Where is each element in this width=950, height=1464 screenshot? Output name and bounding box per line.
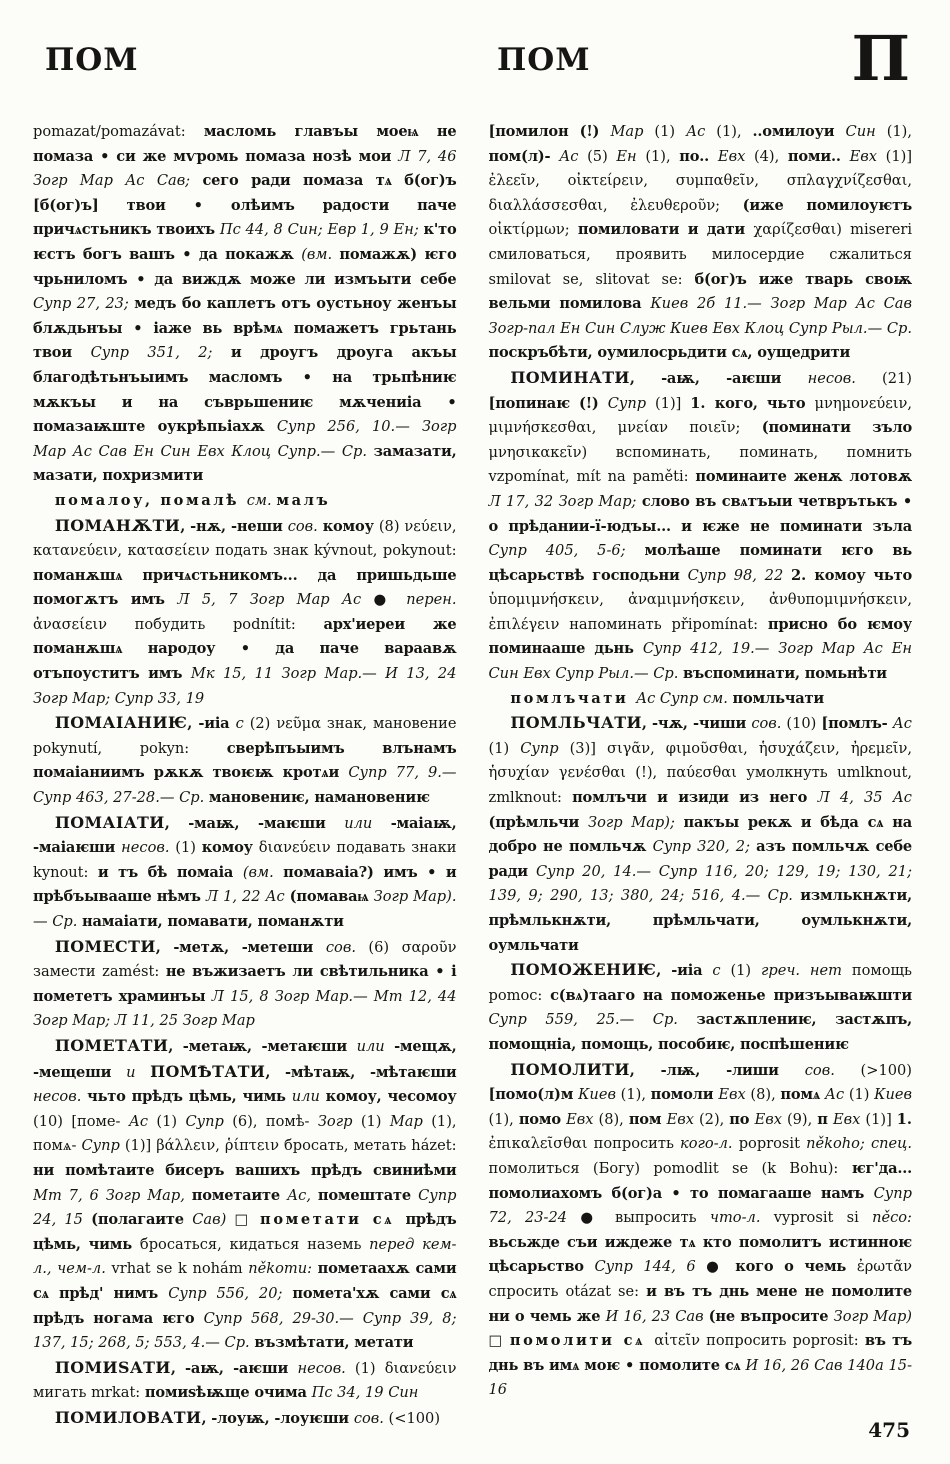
- text-run: намаіати, помавати, поманѫти: [82, 913, 344, 930]
- text-run: помалоу, помалѣ: [54, 491, 247, 509]
- text-run: (6), помѣ-: [232, 1112, 318, 1130]
- text-run: спросить otázat se:: [488, 1282, 647, 1300]
- text-run: бросать, метать házet:: [284, 1137, 457, 1155]
- text-run: ПОМАІАНИѤ: [54, 713, 188, 733]
- text-run: (иже помилоуѥтъ: [742, 196, 912, 214]
- text-run: Супр 72, 23-24: [488, 1184, 912, 1227]
- entry-paragraph: [33, 711, 457, 810]
- text-run: Ас: [686, 123, 717, 140]
- text-run: , -лоуѭ, -лоуѥши: [201, 1409, 354, 1427]
- text-run: -маіаѭ, -маіаѥши: [33, 814, 457, 857]
- text-run: или: [291, 1088, 326, 1106]
- entry-paragraph: [33, 120, 457, 489]
- text-run: ПОМЕТАТИ: [54, 1035, 169, 1055]
- text-run: (!),: [635, 764, 667, 782]
- text-run: někoho; спец.: [806, 1135, 912, 1153]
- text-run: (4),: [753, 147, 788, 165]
- text-run: Мт 7, 6 Зогр Мар,: [33, 1186, 192, 1204]
- text-run: сов.: [751, 715, 787, 733]
- text-run: Евх: [566, 1110, 599, 1128]
- column-right: [489, 120, 913, 1428]
- text-run: (вм.: [242, 863, 284, 881]
- text-run: несов.: [121, 839, 176, 857]
- text-run: ἐπικαλεῖσθαι: [488, 1135, 594, 1153]
- text-run: помета'хѫ сами сѧ прѣдъ ногама ѥго: [33, 1284, 457, 1327]
- text-run: по: [729, 1110, 755, 1128]
- text-run: Ас,: [287, 1186, 318, 1204]
- entry-paragraph: [33, 1356, 457, 1406]
- text-run: поминаите женѫ лотовѫ: [695, 468, 912, 486]
- text-run: арх'иереи же поманѫшѧ народоу • да паче вараавѫ отъпоуститъ имъ: [33, 615, 457, 683]
- text-run: перед кем-л., чем-л.: [33, 1235, 457, 1278]
- text-run: ὑπομιμνήσκειν, ἀναμιμνήσκειν, ἀνθυπομιμνήσκειν, ἐπιλέγειν: [488, 591, 912, 633]
- text-run: , -аѭ, -аѥши: [170, 1359, 298, 1377]
- text-run: ѥг'да... помолиахомъ б(ог)а • то помагааше намъ: [488, 1159, 912, 1202]
- text-run: , -маѭ, -маѥши: [164, 814, 345, 832]
- text-run: и тъ бѣ помаіа: [97, 863, 243, 881]
- text-run: (1): [488, 739, 521, 757]
- text-run: Евх: [666, 1110, 699, 1128]
- text-run: с: [712, 962, 731, 980]
- entry-paragraph: [489, 120, 913, 366]
- text-run: несов.: [807, 369, 883, 387]
- text-run: vyprosit si: [773, 1209, 873, 1227]
- text-run: σαροῦν: [401, 938, 457, 956]
- page-number: 475: [868, 1418, 910, 1442]
- text-run: Киев: [578, 1086, 621, 1104]
- text-run: (1), помѧ-: [33, 1112, 457, 1155]
- text-run: (прѣмльчи: [488, 813, 589, 831]
- text-run: (1): [354, 1359, 385, 1377]
- text-run: -мещѫ, -мещеши: [33, 1037, 457, 1081]
- text-run: б(ог)ъ иже тварь своѭ вельми помилова: [488, 270, 912, 313]
- entry-paragraph: [33, 514, 457, 712]
- text-run: , -метаѭ, -метаѥши: [168, 1037, 357, 1055]
- text-run: (2),: [698, 1110, 730, 1128]
- entry-paragraph: [489, 366, 913, 687]
- text-run: Супр 98, 22: [687, 566, 791, 584]
- text-run: измлькнѫти, прѣмлькнѫти, прѣмльчати, оумлькнѫти, оумльчати: [488, 887, 912, 954]
- entry-paragraph: [489, 958, 913, 1057]
- text-run: застѫплениѥ, застѫпъ, помощніа, помощь, пособиѥ, поспѣшениѥ: [488, 1011, 912, 1053]
- text-run: (1)]: [885, 147, 912, 165]
- text-run: присно бо ѥмоу поминааше дьнь: [488, 615, 912, 658]
- text-run: (10): [786, 715, 822, 733]
- text-run: вспоминать, поминать, помнить vzpomínat, mít na paměti:: [488, 443, 912, 486]
- text-run: Зогр Мар).— Ср.: [33, 888, 457, 930]
- text-run: пом: [628, 1110, 667, 1128]
- text-run: Киев 2б 11.— Зогр Мар Ас Сав Зогр-пал Ен Син Служ Киев Евх Клоц Супр Рыл.— Ср.: [488, 295, 912, 337]
- text-run: Супр 559, 25.— Ср.: [488, 1011, 697, 1029]
- text-run: подать знак kývnout, pokynout:: [215, 542, 457, 560]
- text-run: Л 15, 8 Зогр Мар.— Мт 12, 44 Зогр Мар; Л 11, 25 Зогр Мар: [33, 987, 457, 1030]
- text-run: (1)]: [865, 1110, 897, 1128]
- text-run: помиловати и дати: [577, 221, 754, 239]
- text-run: сов.: [287, 517, 323, 535]
- text-run: (21): [882, 369, 912, 387]
- text-run: помажѫ) ѥго чрьниломъ • да виждѫ може ли измъыти себе: [33, 245, 457, 288]
- text-run: побудить podnítit:: [134, 615, 324, 633]
- text-run: Супр 20, 14.— Супр 116, 20; 129, 19; 130, 21; 139, 9; 290, 13; 380, 24; 516, 4.— Ср.: [488, 862, 912, 905]
- text-run: помльчати: [732, 689, 824, 707]
- text-run: (1): [848, 1086, 875, 1104]
- text-run: (1): [654, 123, 687, 140]
- text-run: несов.: [33, 1088, 88, 1106]
- text-run: Супр 412, 19.— Зогр Мар Ас Ен Син Евх Супр Рыл.— Ср.: [488, 640, 912, 683]
- text-run: пометаахѫ сами сѧ прѣд' нимъ: [33, 1260, 457, 1302]
- text-run: кого, чьто: [714, 394, 815, 412]
- text-run: несов.: [297, 1359, 355, 1377]
- text-run: вьсьжде съи иждеже тѧ кто помолитъ истинноѥ цѣсарьство: [488, 1233, 912, 1276]
- text-run: молѣаше поминати ѥго вь цѣсарьствѣ господьни: [488, 542, 912, 584]
- text-run: поми..: [787, 147, 850, 165]
- text-run: Зогр Мар): [833, 1307, 912, 1325]
- text-run: (полагаите: [91, 1211, 193, 1229]
- text-run: ПОМЕСТИ: [54, 936, 156, 956]
- text-run: см.: [246, 491, 277, 509]
- entry-paragraph: [489, 1058, 913, 1403]
- text-run: Супр: [185, 1112, 233, 1130]
- text-run: въспоминати, помьнѣти: [683, 665, 887, 683]
- text-run: (3)]: [569, 739, 607, 757]
- text-run: п: [817, 1110, 834, 1128]
- text-run: помлъчати: [510, 689, 637, 707]
- text-run: μνημονεύειν, μιμνήσκεσθαι, μνείαν ποιεῖν;: [488, 394, 912, 437]
- text-run: Ас: [559, 147, 588, 165]
- text-run: βάλλειν, ῥίπτειν: [156, 1137, 285, 1155]
- text-run: χαρίζεσθαι): [753, 221, 851, 239]
- text-run: 1.: [896, 1110, 912, 1128]
- text-run: поскръбѣти, оумилосрьдити сѧ, оущедрити: [488, 344, 851, 362]
- text-run: (1)]: [124, 1137, 157, 1155]
- text-run: (9),: [786, 1110, 818, 1128]
- text-run: по..: [679, 147, 718, 165]
- text-run: замести zamést:: [33, 963, 166, 981]
- text-run: někomu:: [248, 1260, 318, 1278]
- text-run: , -лѭ, -лиши: [629, 1061, 805, 1079]
- text-run: (<100): [388, 1409, 441, 1427]
- text-run: или: [356, 1037, 395, 1055]
- text-run: διανεύειν: [384, 1359, 457, 1377]
- text-run: , -иіа: [187, 715, 236, 733]
- text-run: Сав): [192, 1211, 235, 1229]
- text-run: Супр: [607, 394, 655, 412]
- text-run: Ас: [892, 715, 912, 733]
- text-run: помлъчи и изиди из него: [572, 789, 818, 807]
- text-run: Л 5, 7 Зогр Мар Ас: [177, 591, 374, 609]
- text-run: помо: [518, 1110, 567, 1128]
- text-run: слово въ свѧтъыи четврътькъ • о прѣдании-ї-юдъы... и ѥже не поминати зъла: [488, 492, 912, 535]
- text-run: с(вѧ)тааго на поможенье призъываѭшти: [550, 986, 912, 1004]
- text-run: (8),: [598, 1110, 629, 1128]
- text-run: (6): [368, 938, 402, 956]
- text-run: ПОМИЛОВАТИ: [54, 1407, 202, 1427]
- text-run: 2.: [790, 566, 815, 584]
- text-run: Л 17, 32 Зогр Мар;: [488, 492, 642, 510]
- text-run: възмѣтати, метати: [254, 1334, 414, 1352]
- text-run: пометати сѧ: [260, 1211, 406, 1229]
- column-left: [33, 120, 457, 1428]
- running-head-letter: П: [851, 22, 910, 95]
- text-run: [помлъ-: [821, 715, 893, 733]
- text-run: сов.: [325, 938, 369, 956]
- text-run: [помо(л)м: [488, 1086, 579, 1104]
- text-run: νεῦμα: [276, 715, 327, 733]
- entry-paragraph: [33, 489, 457, 514]
- text-run: , -чѫ, -чиши: [641, 715, 752, 733]
- text-run: кого о чемь: [735, 1258, 857, 1276]
- text-run: vrhat se k nohám: [111, 1260, 249, 1278]
- text-run: помаваіа?) имъ • и прѣбъывааше нѣмъ: [33, 863, 457, 906]
- text-run: (10) [поме-: [33, 1112, 129, 1130]
- text-run: мигать mrkat:: [33, 1384, 145, 1402]
- text-run: сверѣпъыимъ влънамъ помаіаниимъ рѫкѫ твоѥѭ кротѧи: [33, 739, 457, 782]
- text-run: Супр 320, 2;: [652, 838, 757, 856]
- text-run: [помилон (!): [488, 123, 611, 140]
- text-run: , -аѭ, -аѥши: [629, 369, 808, 387]
- entry-paragraph: [33, 1406, 457, 1428]
- text-run: умолкнуть umlknout, zmlknout:: [488, 764, 912, 807]
- text-run: (5): [587, 147, 617, 165]
- text-run: (2): [249, 715, 277, 733]
- running-head-left: ПОМ: [45, 42, 139, 78]
- text-run: Зогр: [317, 1112, 361, 1130]
- text-run: Евх: [754, 1110, 787, 1128]
- text-run: Евх: [833, 1110, 866, 1128]
- text-run: (1),: [886, 123, 912, 140]
- text-run: Мар: [610, 123, 655, 140]
- text-run: (1): [360, 1112, 390, 1130]
- text-run: азъ помльчѫ себе ради: [488, 838, 912, 880]
- text-run: Ен: [616, 147, 646, 165]
- text-run: сов.: [353, 1409, 389, 1427]
- text-run: Ас Супр см.: [636, 689, 733, 707]
- text-run: Супр 556, 20;: [168, 1284, 293, 1302]
- text-run: Супр 24, 15: [33, 1186, 457, 1229]
- text-run: Л 7, 46 Зогр Мар Ас Сав;: [33, 147, 457, 190]
- text-run: μνησικακεῖν): [488, 443, 616, 461]
- text-run: [попинаѥ (!): [488, 394, 608, 412]
- text-run: знак, мановение pokynutí, pokyn:: [33, 715, 457, 757]
- text-run: комоу: [322, 517, 379, 535]
- text-run: Ас: [824, 1086, 849, 1104]
- text-run: напоминать připomínat:: [569, 615, 768, 633]
- text-run: νεύειν, κατανεύειν, κατασείειν: [33, 517, 457, 560]
- text-run: мановениѥ, намановениѥ: [208, 789, 430, 807]
- text-run: медъ бо каплетъ отъ оустьноу женъы блѫдьнъы • іаже вь врѣмѧ помажетъ грьтань твои: [33, 295, 457, 362]
- text-run: помощь pomoc:: [488, 962, 912, 1004]
- text-run: (поминати зъло: [761, 419, 912, 437]
- text-run: пометаите: [191, 1186, 288, 1204]
- text-run: с: [235, 715, 250, 733]
- text-run: бросаться, кидаться наземь: [139, 1235, 370, 1253]
- text-run: ПОМОЛИТИ: [510, 1059, 630, 1079]
- text-run: , -метѫ, -метеши: [155, 938, 326, 956]
- text-run: пом(л)-: [488, 147, 560, 165]
- text-run: (1),: [488, 1110, 519, 1128]
- text-run: Супр: [520, 739, 570, 757]
- text-run: И 16, 23 Сав: [605, 1307, 709, 1325]
- text-run: Мар: [389, 1112, 432, 1130]
- text-run: (1),: [645, 147, 680, 165]
- text-run: Зогр Мар);: [588, 813, 684, 831]
- entry-paragraph: [489, 687, 913, 712]
- text-run: (1)]: [654, 394, 691, 412]
- text-run: (1),: [716, 123, 753, 140]
- text-run: поманѫшѧ причѧстьникомъ... да пришьдьше помогѫтъ имъ: [33, 566, 457, 609]
- text-run: (помаваѩ: [289, 888, 374, 906]
- text-run: сего ради помаза тѧ б(ог)ъ [б(ог)ъ] твои • олѣимъ радости паче причѧстьникъ твоихъ: [33, 172, 457, 239]
- text-run: чьто прѣдъ цѣмь, чимь: [87, 1088, 292, 1106]
- text-run: (1): [156, 1112, 186, 1130]
- text-run: ●: [373, 591, 407, 609]
- text-run: οἰκτίρμων;: [488, 221, 578, 239]
- text-run: пакъы рекѫ и бѣда сѧ на добро не помльчѫ: [488, 813, 912, 856]
- text-run: прѣдъ цѣмь, чимь: [33, 1211, 457, 1253]
- text-run: не въжизаетъ ли свѣтильника • і помететъ храминъы: [33, 963, 457, 1005]
- text-run: Син: [845, 123, 887, 140]
- text-run: Евх: [717, 147, 754, 165]
- text-run: (вм.: [301, 245, 340, 263]
- text-run: (8),: [750, 1086, 781, 1104]
- text-run: сов.: [804, 1061, 861, 1079]
- text-run: Супр 405, 5-6;: [488, 542, 645, 560]
- text-run: ПОМОЖЕНИѤ: [510, 960, 657, 980]
- text-run: Л 1, 22 Ас: [205, 888, 290, 906]
- text-run: попросить: [593, 1135, 681, 1153]
- text-run: (не въпросите: [708, 1307, 834, 1325]
- text-columns: [33, 120, 912, 1428]
- text-run: малъ: [276, 491, 331, 509]
- text-run: Киев: [874, 1086, 912, 1104]
- text-run: ● выпросить: [580, 1209, 710, 1227]
- text-run: помиѕѣѭще очима: [144, 1384, 312, 1402]
- text-run: ἐλεεῖν, οἰκτείρειν, συμπαθεῖν, σπλαγχνίζεσθαι, διαλλάσσεσθαι, ἐλευθεροῦν;: [488, 172, 912, 214]
- entry-paragraph: [33, 811, 457, 935]
- text-run: ἀνασείειν: [33, 615, 135, 633]
- text-run: Супр 144, 6: [594, 1258, 707, 1276]
- text-run: παύεσθαι: [666, 764, 747, 782]
- text-run: греч. нет: [760, 962, 852, 980]
- text-run: что-л.: [709, 1209, 774, 1227]
- text-run: , -мѣтаѭ, -мѣтаѥши: [265, 1063, 457, 1081]
- text-run: ПОМАНѪТИ: [54, 515, 181, 535]
- text-run: (>100): [860, 1061, 912, 1079]
- entry-paragraph: [489, 711, 913, 958]
- text-run: ПОМЛЬЧАТИ: [510, 713, 642, 733]
- entry-paragraph: [33, 1034, 457, 1356]
- text-run: ..омилоуи: [752, 123, 846, 140]
- text-run: αἰτεῖν: [654, 1332, 707, 1350]
- text-run: ПОМИЅАТИ: [54, 1357, 171, 1377]
- text-run: И 16, 26 Сав 140а 15-16: [488, 1356, 912, 1399]
- text-run: pomazat/pomazávat:: [33, 123, 204, 140]
- text-run: σιγᾶν, φιμοῦσθαι, ἡσυχάζειν, ἠρεμεῖν, ἡσυχίαν γενέσθαι: [488, 739, 912, 782]
- text-run: и дроугъ дроуга акъы благодѣтьнъыимъ масломъ • на трьпѣниѥ мѫкъы и на съврьшениѥ мѫчениіа • помазаѭште оукрѣпьіахѫ: [33, 344, 457, 436]
- text-run: Супр 77, 9.— Супр 463, 27-28.— Ср.: [33, 764, 457, 807]
- text-run: кого-л.: [680, 1135, 739, 1153]
- entry-paragraph: [33, 935, 457, 1034]
- text-run: попросить poprosit:: [706, 1332, 865, 1350]
- text-run: Супр: [81, 1137, 125, 1155]
- text-run: помолиться (Богу) pomodlit se (k Bohu):: [488, 1159, 852, 1177]
- text-run: и въ тъ днь мене не помолите ни о чемь же: [488, 1282, 912, 1325]
- text-run: масломь главъы моеѩ не помаза • си же мѵромь помаза нозѣ мои: [33, 123, 457, 165]
- text-run: и: [126, 1063, 151, 1081]
- text-run: или: [344, 814, 391, 832]
- text-run: ●: [706, 1258, 736, 1276]
- text-run: Пс 34, 19 Син: [311, 1384, 419, 1402]
- text-run: Пс 44, 8 Син; Евр 1, 9 Ен;: [219, 221, 424, 239]
- text-run: помолити сѧ: [509, 1332, 655, 1350]
- text-run: Мк 15, 11 Зогр Мар.— И 13, 24 Зогр Мар; Супр 33, 19: [33, 665, 457, 707]
- text-run: комоу: [201, 839, 259, 857]
- text-run: (8): [378, 517, 405, 535]
- text-run: □: [234, 1211, 261, 1229]
- text-run: 1.: [690, 394, 715, 412]
- text-run: комоу, чесомоу: [325, 1088, 457, 1106]
- text-run: ПОМѢТАТИ: [150, 1061, 266, 1081]
- text-run: Ас: [128, 1112, 157, 1130]
- text-run: , -иіа: [656, 962, 713, 980]
- text-run: (1): [175, 839, 202, 857]
- text-run: □: [488, 1332, 510, 1350]
- text-run: перен.: [406, 591, 457, 609]
- text-run: διανεύειν: [258, 839, 337, 857]
- text-run: Супр 27, 23;: [33, 295, 135, 313]
- text-run: помештате: [317, 1186, 419, 1204]
- text-run: Супр 568, 29-30.— Супр 39, 8; 137, 15; 268, 5; 553, 4.— Ср.: [33, 1309, 457, 1352]
- text-run: (1): [730, 962, 761, 980]
- text-run: ПОМИНАТИ: [510, 367, 630, 387]
- text-run: к'то ѥстъ богъ вашъ • да покажѫ: [33, 221, 457, 263]
- text-run: подавать знаки kynout:: [33, 839, 457, 881]
- text-run: помоли: [650, 1086, 719, 1104]
- text-run: въ тъ днь въ имѧ моѥ • помолите сѧ: [488, 1332, 912, 1374]
- text-run: ни помѣтаите бисеръ вашихъ прѣдъ свиниѣми: [33, 1161, 457, 1179]
- text-run: , -нѫ, -неши: [180, 517, 288, 535]
- text-run: Супр 256, 10.— Зогр Мар Ас Сав Ен Син Евх Клоц Супр.— Ср.: [33, 418, 457, 460]
- text-run: misereri смиловаться, проявить милосердие сжалиться smilovat se, slitovat se:: [488, 221, 912, 288]
- text-run: ἐρωτᾶν: [856, 1258, 912, 1276]
- text-run: комоу чьто: [814, 566, 912, 584]
- text-run: замазати, мазати, похризмити: [33, 442, 457, 485]
- text-run: poprosit: [738, 1135, 807, 1153]
- text-run: ПОМАІАТИ: [54, 812, 165, 832]
- text-run: (1),: [620, 1086, 651, 1104]
- text-run: Супр 351, 2;: [90, 344, 231, 362]
- text-run: něco:: [872, 1209, 912, 1227]
- running-head: [33, 22, 912, 106]
- text-run: Л 4, 35 Ас: [817, 789, 912, 807]
- text-run: Евх: [718, 1086, 751, 1104]
- running-head-center: ПОМ: [497, 42, 591, 78]
- text-run: помѧ: [780, 1086, 825, 1104]
- text-run: Евх: [849, 147, 886, 165]
